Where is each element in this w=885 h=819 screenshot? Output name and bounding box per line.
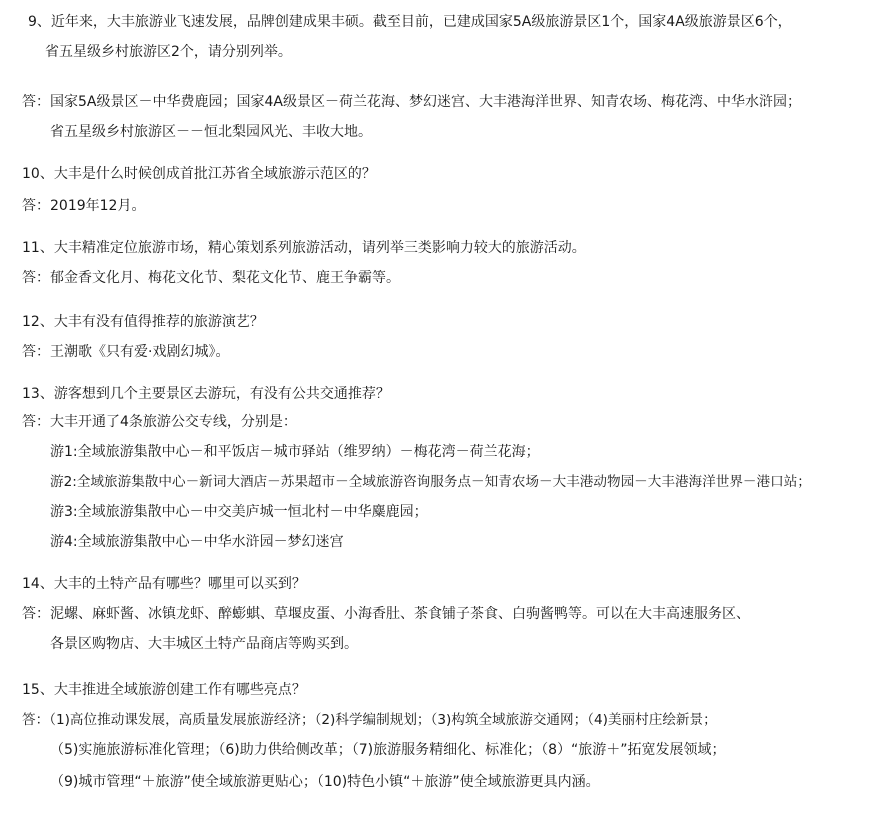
question-15: 15、大丰推进全域旅游创建工作有哪些亮点？	[22, 682, 306, 698]
answer-11: 答：郁金香文化月、梅花文化节、梨花文化节、鹿王争霸等。	[22, 270, 400, 286]
answer-13-route-2: 游2:全域旅游集散中心－新词大酒店－苏果超市－全域旅游咨询服务点－知青农场－大丰港动物园－大丰港海洋世界－港口站；	[50, 474, 811, 490]
answer-14-line-1: 答：泥螺、麻虾酱、冰镇龙虾、醉蟛蜞、草堰皮蛋、小海香肚、茶食铺子茶食、白驹酱鸭等。可以在大丰高速服务区、	[22, 606, 750, 622]
answer-13-line-1: 答：大丰开通了4条旅游公交专线，分别是：	[22, 414, 297, 430]
answer-13-route-3: 游3:全域旅游集散中心－中交美庐城一恒北村－中华麋鹿园；	[50, 504, 428, 520]
answer-10: 答：2019年12月。	[22, 198, 146, 214]
question-9-line-1: 9、近年来，大丰旅游业飞速发展，品牌创建成果丰硕。截至目前，已建成国家5A级旅游景区1个，国家4A级旅游景区6个，	[28, 14, 792, 30]
question-9-line-2: 省五星级乡村旅游区2个，请分别列举。	[45, 44, 292, 60]
answer-9-line-1: 答：国家5A级景区－中华费鹿园；国家4A级景区－荷兰花海、梦幻迷宫、大丰港海洋世界、知青农场、梅花湾、中华水浒园；	[22, 94, 801, 110]
answer-14-line-2: 各景区购物店、大丰城区土特产品商店等购买到。	[50, 636, 358, 652]
question-10: 10、大丰是什么时候创成首批江苏省全域旅游示范区的？	[22, 166, 376, 182]
answer-15-line-3: （9)城市管理“＋旅游”使全域旅游更贴心；（10)特色小镇“＋旅游”使全域旅游更具内涵。	[50, 774, 600, 790]
answer-15-line-1: 答：（1)高位推动课发展，高质量发展旅游经济；（2)科学编制规划；（3)构筑全域旅游交通网；（4)美丽村庄绘新景；	[22, 712, 717, 728]
answer-12: 答：王潮歌《只有爱·戏剧幻城》。	[22, 344, 230, 360]
answer-13-route-1: 游1:全域旅游集散中心－和平饭店－城市驿站（维罗纳）－梅花湾－荷兰花海；	[50, 444, 540, 460]
question-11: 11、大丰精准定位旅游市场，精心策划系列旅游活动，请列举三类影响力较大的旅游活动。	[22, 240, 586, 256]
answer-15-line-2: （5)实施旅游标准化管理；（6)助力供给侧改革；（7)旅游服务精细化、标准化；（8）“旅游＋”拓宽发展领域；	[50, 742, 726, 758]
question-13: 13、游客想到几个主要景区去游玩，有没有公共交通推荐？	[22, 386, 390, 402]
answer-13-route-4: 游4:全域旅游集散中心－中华水浒园－梦幻迷宫	[50, 534, 344, 550]
question-12: 12、大丰有没有值得推荐的旅游演艺？	[22, 314, 264, 330]
question-14: 14、大丰的土特产品有哪些？哪里可以买到？	[22, 576, 306, 592]
answer-9-line-2: 省五星级乡村旅游区－－恒北梨园风光、丰收大地。	[50, 124, 372, 140]
